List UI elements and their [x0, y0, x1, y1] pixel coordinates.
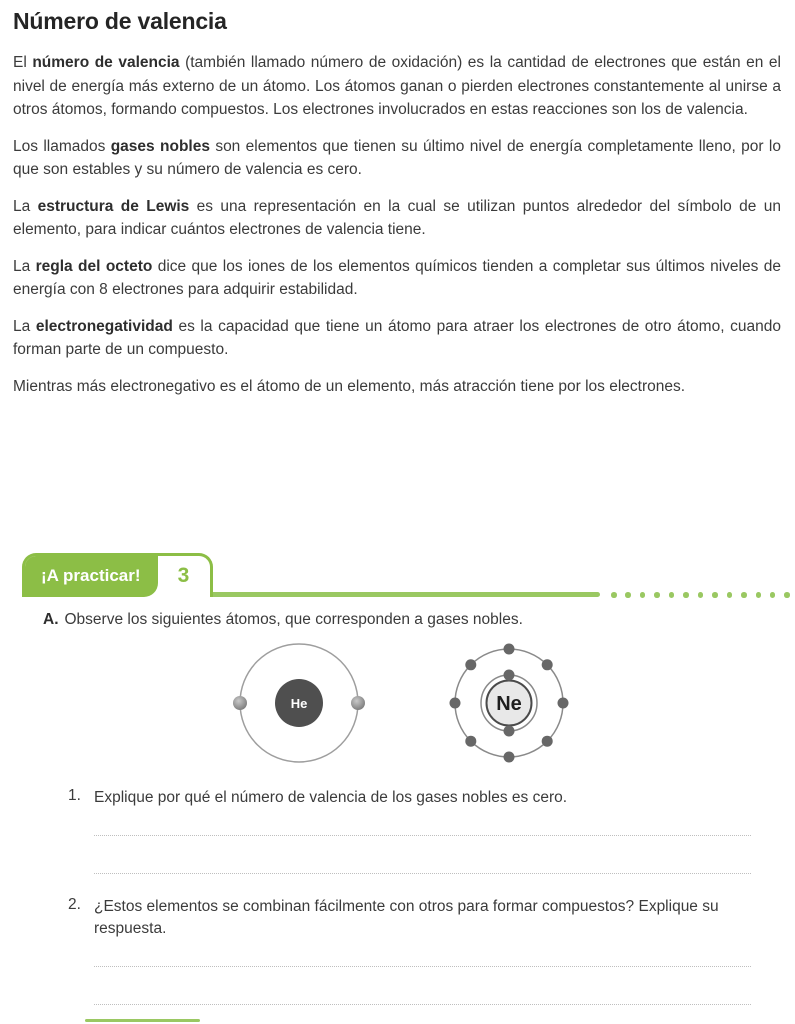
- question-number: 2.: [68, 896, 81, 913]
- paragraph-bold-term: gases nobles: [110, 137, 210, 155]
- paragraph-text: Mientras más electronegativo es el átomo de un elemento, más atracción tiene por los electrones.: [13, 377, 686, 395]
- paragraph-text: dice que los iones de los elementos químicos tienden a completar sus últimos niveles de energía con 8 electrones para adquirir estabilidad.: [13, 257, 781, 298]
- atom-diagram-helium: [223, 641, 375, 765]
- electron: [233, 696, 247, 710]
- practicar-tab-group: [22, 553, 213, 597]
- question-list: [68, 787, 781, 1005]
- page-footer-rule: [85, 1019, 200, 1022]
- paragraph-text: La: [13, 197, 38, 215]
- answer-line: [94, 967, 751, 1005]
- paragraph-text: (también llamado número de oxidación) es la cantidad de electrones que están en el nivel de energía más externo de un átomo. Los átomos ganan o pierden electrones constantemente al unirse a otros átomos, formando compuestos. Los electrones involucrados en estas reacciones son los de valencia.: [13, 54, 781, 118]
- paragraph-text: es la capacidad que tiene un átomo para atraer los electrones de otro átomo, cuando forman parte de un compuesto.: [13, 317, 781, 358]
- answer-line: [94, 809, 751, 836]
- electron: [558, 698, 569, 709]
- answer-line: [94, 940, 751, 967]
- question-item-2: [68, 896, 751, 1005]
- atom-symbol: He: [290, 696, 308, 711]
- exercise-a-text: Observe los siguientes átomos, que corresponden a gases nobles.: [64, 611, 523, 628]
- paragraph-bold-term: número de valencia: [32, 54, 180, 71]
- paragraph-text: La: [13, 257, 36, 275]
- paragraph-bold-term: electronegatividad: [35, 317, 173, 335]
- electron: [542, 659, 553, 670]
- paragraph-electronegatividad: [13, 315, 781, 362]
- electron: [465, 659, 476, 670]
- electron: [351, 696, 365, 710]
- paragraph-text: El: [13, 54, 33, 71]
- question-item-1: [68, 787, 751, 874]
- practicar-number: 3: [177, 563, 190, 587]
- practicar-label-tab: [25, 556, 158, 597]
- page-title: Número de valencia: [13, 8, 227, 34]
- paragraph-text: La: [13, 317, 36, 335]
- atom-diagram-neon: [447, 641, 571, 765]
- practicar-banner: [0, 553, 795, 598]
- electron: [504, 726, 515, 737]
- question-text: ¿Estos elementos se combinan fácilmente con otros para formar compuestos? Explique su respuesta.: [94, 898, 719, 937]
- electron: [542, 736, 553, 747]
- exercise-a-instruction: [43, 611, 781, 629]
- electron: [465, 736, 476, 747]
- paragraph-lewis: [13, 195, 781, 242]
- atom-symbol: Ne: [496, 693, 522, 715]
- question-text: Explique por qué el número de valencia de los gases nobles es cero.: [94, 789, 568, 806]
- paragraph-electronegativo: [13, 375, 781, 399]
- answer-line: [94, 836, 751, 874]
- electron: [504, 752, 515, 763]
- atom-diagrams: [13, 639, 781, 767]
- electron: [504, 644, 515, 655]
- divider-dots: [611, 592, 790, 598]
- paragraph-text: son elementos que tienen su último nivel de energía completamente lleno, por lo que son estables y su número de valencia es cero.: [13, 137, 781, 178]
- electron: [504, 670, 515, 681]
- paragraph-bold-term: regla del octeto: [35, 257, 153, 275]
- question-number: 1.: [68, 787, 81, 804]
- paragraph-octeto: [13, 255, 781, 302]
- whitespace-spacer: [13, 411, 781, 553]
- paragraph-gases-nobles: [13, 135, 781, 182]
- paragraph-valencia: [13, 51, 781, 122]
- paragraph-text: Los llamados: [13, 137, 111, 155]
- practicar-number-tab: [158, 556, 210, 597]
- paragraph-bold-term: estructura de Lewis: [37, 197, 190, 215]
- practicar-label: ¡A practicar!: [41, 565, 141, 585]
- exercise-a-letter: A.: [43, 611, 59, 628]
- paragraph-text: es una representación en la cual se utilizan puntos alrededor del símbolo de un elemento, para indicar cuántos electrones de valencia tiene.: [13, 197, 781, 238]
- electron: [450, 698, 461, 709]
